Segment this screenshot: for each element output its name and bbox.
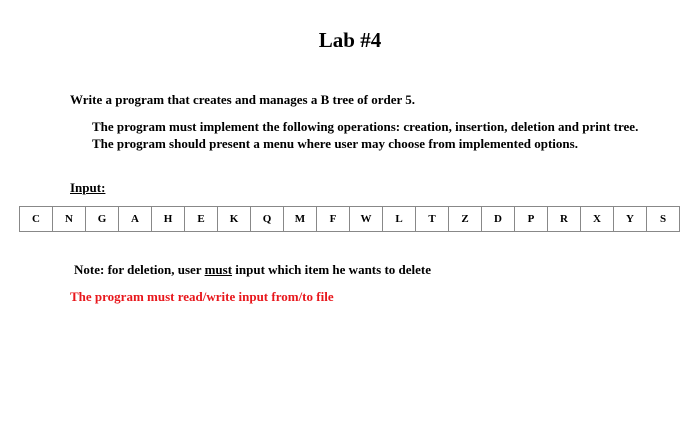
- sequence-cell: G: [86, 207, 119, 232]
- table-row: [20, 207, 680, 232]
- sequence-cell: Q: [251, 207, 284, 232]
- note-before: Note: for deletion, user: [74, 262, 205, 277]
- intro-text: Write a program that creates and manages a B tree of order 5.: [70, 92, 416, 107]
- sequence-cell: Y: [614, 207, 647, 232]
- sequence-cell: S: [647, 207, 680, 232]
- sequence-cell: M: [284, 207, 317, 232]
- sequence-cell: Z: [449, 207, 482, 232]
- sequence-cell: K: [218, 207, 251, 232]
- sequence-cell: T: [416, 207, 449, 232]
- sequence-cell: F: [317, 207, 350, 232]
- sequence-cell: P: [515, 207, 548, 232]
- sequence-cell: D: [482, 207, 515, 232]
- description-text: The program must implement the following operations: creation, insertion, deletion and print tree. The program should present a menu where user may choose from implemented options.: [92, 119, 639, 151]
- page-title: Lab #4: [318, 28, 382, 52]
- sequence-cell: R: [548, 207, 581, 232]
- sequence-cell: H: [152, 207, 185, 232]
- requirement-text: The program must read/write input from/to file: [70, 289, 334, 304]
- note-text: [74, 262, 431, 278]
- sequence-cell: L: [383, 207, 416, 232]
- sequence-cell: X: [581, 207, 614, 232]
- sequence-cell: N: [53, 207, 86, 232]
- sequence-cell: C: [20, 207, 53, 232]
- note-after: input which item he wants to delete: [232, 262, 431, 277]
- input-sequence-table: [19, 206, 680, 232]
- sequence-cell: W: [350, 207, 383, 232]
- note-emphasis: must: [204, 262, 233, 277]
- sequence-cell: E: [185, 207, 218, 232]
- input-label: Input:: [70, 180, 106, 195]
- sequence-cell: A: [119, 207, 152, 232]
